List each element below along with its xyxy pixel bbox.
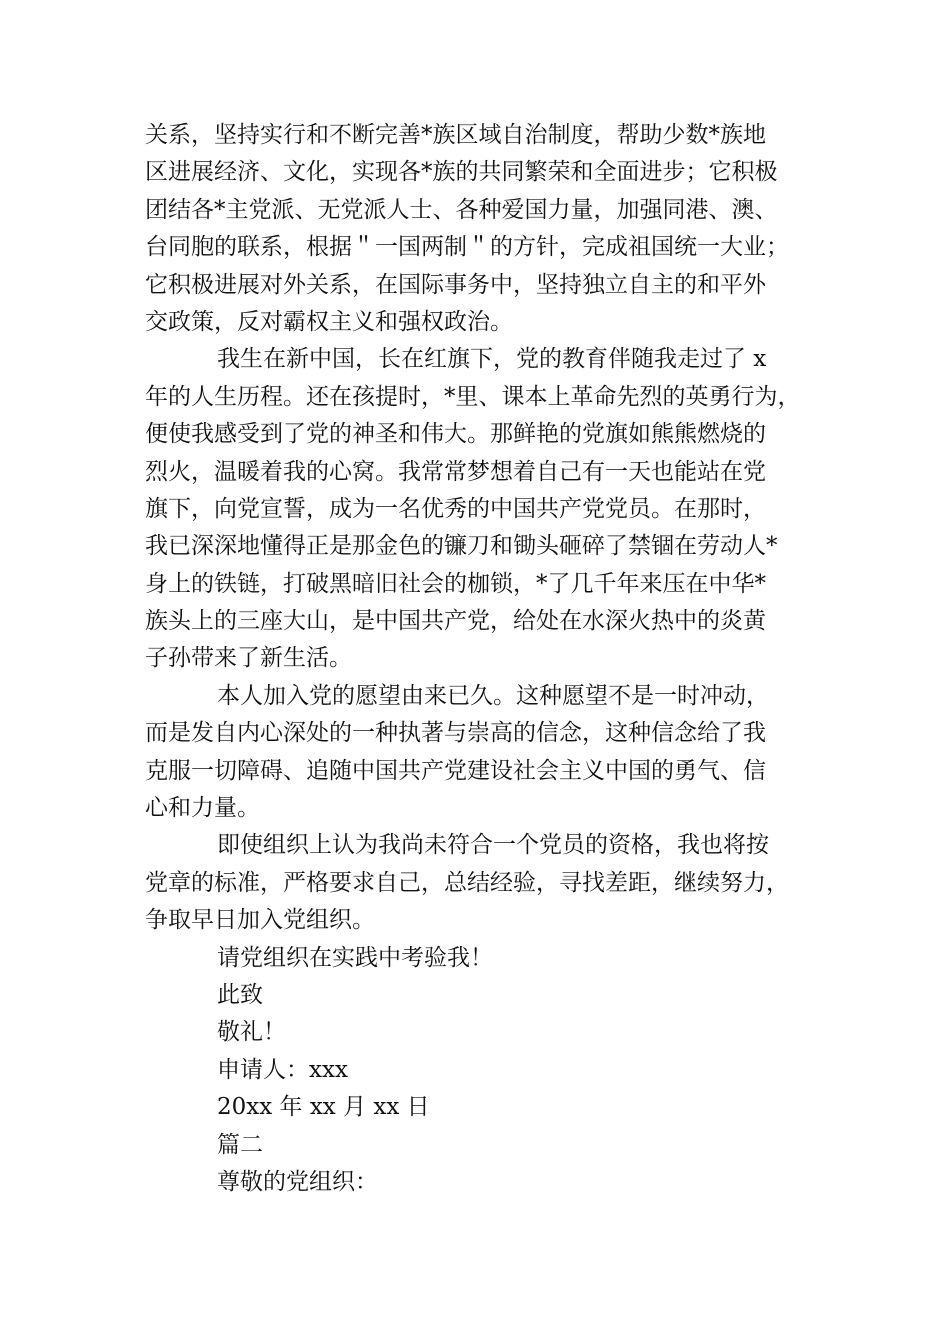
text-line: 请党组织在实践中考验我！ [217,944,493,971]
text-line: 申请人：xxx [217,1056,348,1083]
paragraph [145,1089,825,1126]
text-line: 心和力量。 [145,795,260,822]
paragraph [145,940,825,977]
text-line: 本人加入党的愿望由来已久。这种愿望不是一时冲动， [217,682,769,709]
text-line: 年的人生历程。还在孩提时，*里、课本上革命先烈的英勇行为， [145,383,801,410]
text-line: 党章的标准，严格要求自己，总结经验，寻找差距，继续努力， [145,869,789,896]
text-line: 敬礼！ [217,1019,286,1046]
text-line: 台同胞的联系，根据＂一国两制＂的方针，完成祖国统一大业； [145,234,789,261]
text-line: 而是发自内心深处的一种执著与崇高的信念，这种信念给了我 [145,720,766,747]
paragraph [145,678,825,828]
text-line: 篇二 [217,1131,263,1158]
text-line: 烈火，温暖着我的心窝。我常常梦想着自己有一天也能站在党 [145,458,766,485]
paragraph [145,1164,825,1201]
text-line: 身上的铁链，打破黑暗旧社会的枷锁，*了几千年来压在中华* [145,570,766,597]
text-line: 我已深深地懂得正是那金色的镰刀和锄头砸碎了禁锢在劳动人* [145,533,778,560]
paragraph [145,1052,825,1089]
text-line: 争取早日加入党组织。 [145,907,375,934]
text-line: 旗下，向党宣誓，成为一名优秀的中国共产党党员。在那时， [145,495,766,522]
text-line: 克服一切障碍、追随中国共产党建设社会主义中国的勇气、信 [145,757,766,784]
text-line: 子孙带来了新生活。 [145,645,352,672]
text-line: 我生在新中国，长在红旗下，党的教育伴随我走过了 x [217,346,767,373]
paragraph [145,977,825,1014]
text-line: 团结各*主党派、无党派人士、各种爱国力量，加强同港、澳、 [145,196,778,223]
text-line: 关系，坚持实行和不断完善*族区域自治制度，帮助少数*族地 [145,122,766,148]
text-line: 尊敬的党组织： [217,1168,378,1195]
paragraph [145,1127,825,1164]
text-line: 20xx 年 xx 月 xx 日 [217,1094,430,1121]
text-line: 区进展经济、文化，实现各*族的共同繁荣和全面进步；它积极 [145,159,778,186]
text-line: 此致 [217,981,263,1008]
paragraph [145,341,825,678]
text-line: 即使组织上认为我尚未符合一个党员的资格，我也将按 [217,832,769,859]
document-body [145,117,825,1201]
text-line: 便使我感受到了党的神圣和伟大。那鲜艳的党旗如熊熊燃烧的 [145,421,766,448]
text-line: 族头上的三座大山，是中国共产党，给处在水深火热中的炎黄 [145,608,766,635]
paragraph [145,117,825,341]
paragraph [145,827,825,939]
text-line: 它积极进展对外关系，在国际事务中，坚持独立自主的和平外 [145,271,766,298]
text-line: 交政策，反对霸权主义和强权政治。 [145,308,513,335]
paragraph [145,1014,825,1051]
